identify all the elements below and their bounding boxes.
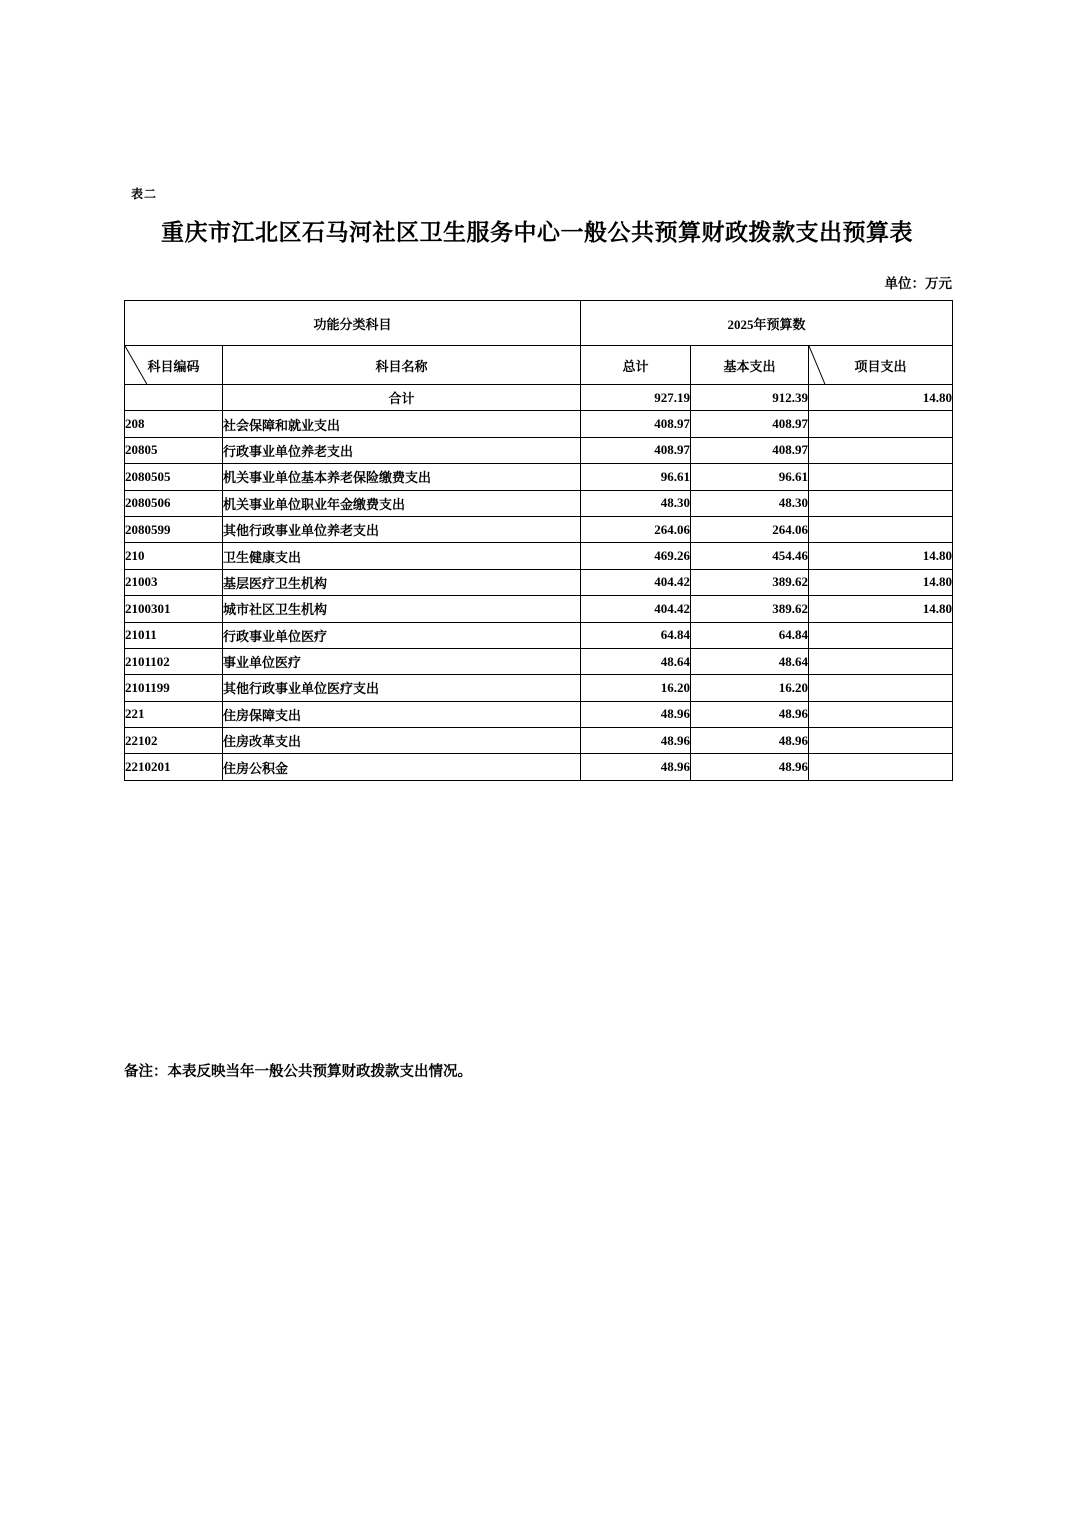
header-col-project bbox=[809, 346, 953, 385]
cell-basic: 48.96 bbox=[691, 701, 809, 727]
table-row bbox=[125, 728, 953, 754]
cell-code: 22102 bbox=[125, 728, 223, 754]
cell-project: 14.80 bbox=[809, 385, 953, 411]
cell-basic: 48.96 bbox=[691, 728, 809, 754]
table-header-column-row bbox=[125, 346, 953, 385]
cell-code: 21003 bbox=[125, 569, 223, 595]
cell-code: 2080506 bbox=[125, 490, 223, 516]
cell-name: 机关事业单位职业年金缴费支出 bbox=[223, 490, 581, 516]
cell-project bbox=[809, 728, 953, 754]
cell-project bbox=[809, 754, 953, 780]
cell-name: 行政事业单位养老支出 bbox=[223, 437, 581, 463]
cell-total: 64.84 bbox=[581, 622, 691, 648]
cell-project bbox=[809, 464, 953, 490]
cell-basic: 48.30 bbox=[691, 490, 809, 516]
diagonal-line-icon bbox=[125, 346, 222, 384]
cell-name: 其他行政事业单位养老支出 bbox=[223, 516, 581, 542]
header-year-budget: 2025年预算数 bbox=[581, 301, 953, 346]
table-body bbox=[125, 385, 953, 781]
cell-basic: 408.97 bbox=[691, 437, 809, 463]
cell-project: 14.80 bbox=[809, 569, 953, 595]
table-header bbox=[125, 301, 953, 385]
table-row bbox=[125, 648, 953, 674]
cell-total: 48.64 bbox=[581, 648, 691, 674]
cell-total: 404.42 bbox=[581, 596, 691, 622]
cell-name: 合计 bbox=[223, 385, 581, 411]
budget-table bbox=[124, 300, 953, 781]
cell-basic: 454.46 bbox=[691, 543, 809, 569]
cell-project bbox=[809, 516, 953, 542]
cell-code: 2101102 bbox=[125, 648, 223, 674]
cell-basic: 264.06 bbox=[691, 516, 809, 542]
cell-basic: 389.62 bbox=[691, 569, 809, 595]
table-row bbox=[125, 464, 953, 490]
cell-basic: 16.20 bbox=[691, 675, 809, 701]
table-row bbox=[125, 543, 953, 569]
cell-code: 210 bbox=[125, 543, 223, 569]
cell-code: 2080599 bbox=[125, 516, 223, 542]
header-col-basic: 基本支出 bbox=[691, 346, 809, 385]
header-col-code bbox=[125, 346, 223, 385]
cell-basic: 96.61 bbox=[691, 464, 809, 490]
cell-total: 408.97 bbox=[581, 411, 691, 437]
table-tag-label: 表二 bbox=[131, 187, 158, 201]
table-row bbox=[125, 754, 953, 780]
table-note: 备注：本表反映当年一般公共预算财政拨款支出情况。 bbox=[124, 1064, 472, 1080]
cell-total: 469.26 bbox=[581, 543, 691, 569]
table-row bbox=[125, 385, 953, 411]
cell-code: 2210201 bbox=[125, 754, 223, 780]
cell-total: 264.06 bbox=[581, 516, 691, 542]
cell-name: 社会保障和就业支出 bbox=[223, 411, 581, 437]
cell-name: 其他行政事业单位医疗支出 bbox=[223, 675, 581, 701]
cell-code: 2100301 bbox=[125, 596, 223, 622]
cell-total: 404.42 bbox=[581, 569, 691, 595]
cell-code bbox=[125, 385, 223, 411]
table-row bbox=[125, 437, 953, 463]
cell-code: 20805 bbox=[125, 437, 223, 463]
cell-project bbox=[809, 437, 953, 463]
cell-total: 48.30 bbox=[581, 490, 691, 516]
cell-project bbox=[809, 675, 953, 701]
table-row bbox=[125, 701, 953, 727]
cell-total: 16.20 bbox=[581, 675, 691, 701]
cell-basic: 48.96 bbox=[691, 754, 809, 780]
cell-project bbox=[809, 490, 953, 516]
page-title: 重庆市江北区石马河社区卫生服务中心一般公共预算财政拨款支出预算表 bbox=[161, 220, 913, 245]
cell-basic: 912.39 bbox=[691, 385, 809, 411]
cell-project bbox=[809, 622, 953, 648]
cell-name: 行政事业单位医疗 bbox=[223, 622, 581, 648]
cell-code: 2101199 bbox=[125, 675, 223, 701]
cell-total: 48.96 bbox=[581, 701, 691, 727]
cell-total: 96.61 bbox=[581, 464, 691, 490]
cell-project bbox=[809, 701, 953, 727]
table-row bbox=[125, 516, 953, 542]
cell-name: 基层医疗卫生机构 bbox=[223, 569, 581, 595]
table-row bbox=[125, 622, 953, 648]
table-row bbox=[125, 569, 953, 595]
cell-project: 14.80 bbox=[809, 543, 953, 569]
header-classification: 功能分类科目 bbox=[125, 301, 581, 346]
cell-code: 2080505 bbox=[125, 464, 223, 490]
header-col-name: 科目名称 bbox=[223, 346, 581, 385]
cell-total: 48.96 bbox=[581, 728, 691, 754]
cell-name: 机关事业单位基本养老保险缴费支出 bbox=[223, 464, 581, 490]
cell-name: 卫生健康支出 bbox=[223, 543, 581, 569]
cell-basic: 64.84 bbox=[691, 622, 809, 648]
table-row bbox=[125, 411, 953, 437]
cell-total: 48.96 bbox=[581, 754, 691, 780]
header-col-code-label: 科目编码 bbox=[147, 358, 200, 374]
cell-basic: 48.64 bbox=[691, 648, 809, 674]
table-row bbox=[125, 675, 953, 701]
cell-name: 住房改革支出 bbox=[223, 728, 581, 754]
cell-basic: 389.62 bbox=[691, 596, 809, 622]
cell-total: 408.97 bbox=[581, 437, 691, 463]
cell-code: 221 bbox=[125, 701, 223, 727]
cell-project bbox=[809, 648, 953, 674]
cell-basic: 408.97 bbox=[691, 411, 809, 437]
cell-total: 927.19 bbox=[581, 385, 691, 411]
table-row bbox=[125, 596, 953, 622]
table-row bbox=[125, 490, 953, 516]
cell-code: 21011 bbox=[125, 622, 223, 648]
diagonal-line-icon bbox=[809, 346, 952, 384]
cell-name: 事业单位医疗 bbox=[223, 648, 581, 674]
unit-label: 单位：万元 bbox=[884, 276, 952, 291]
header-col-project-label: 项目支出 bbox=[854, 358, 907, 374]
header-col-total: 总计 bbox=[581, 346, 691, 385]
cell-code: 208 bbox=[125, 411, 223, 437]
cell-project bbox=[809, 411, 953, 437]
cell-name: 住房公积金 bbox=[223, 754, 581, 780]
cell-name: 住房保障支出 bbox=[223, 701, 581, 727]
table-header-group-row bbox=[125, 301, 953, 346]
cell-project: 14.80 bbox=[809, 596, 953, 622]
cell-name: 城市社区卫生机构 bbox=[223, 596, 581, 622]
